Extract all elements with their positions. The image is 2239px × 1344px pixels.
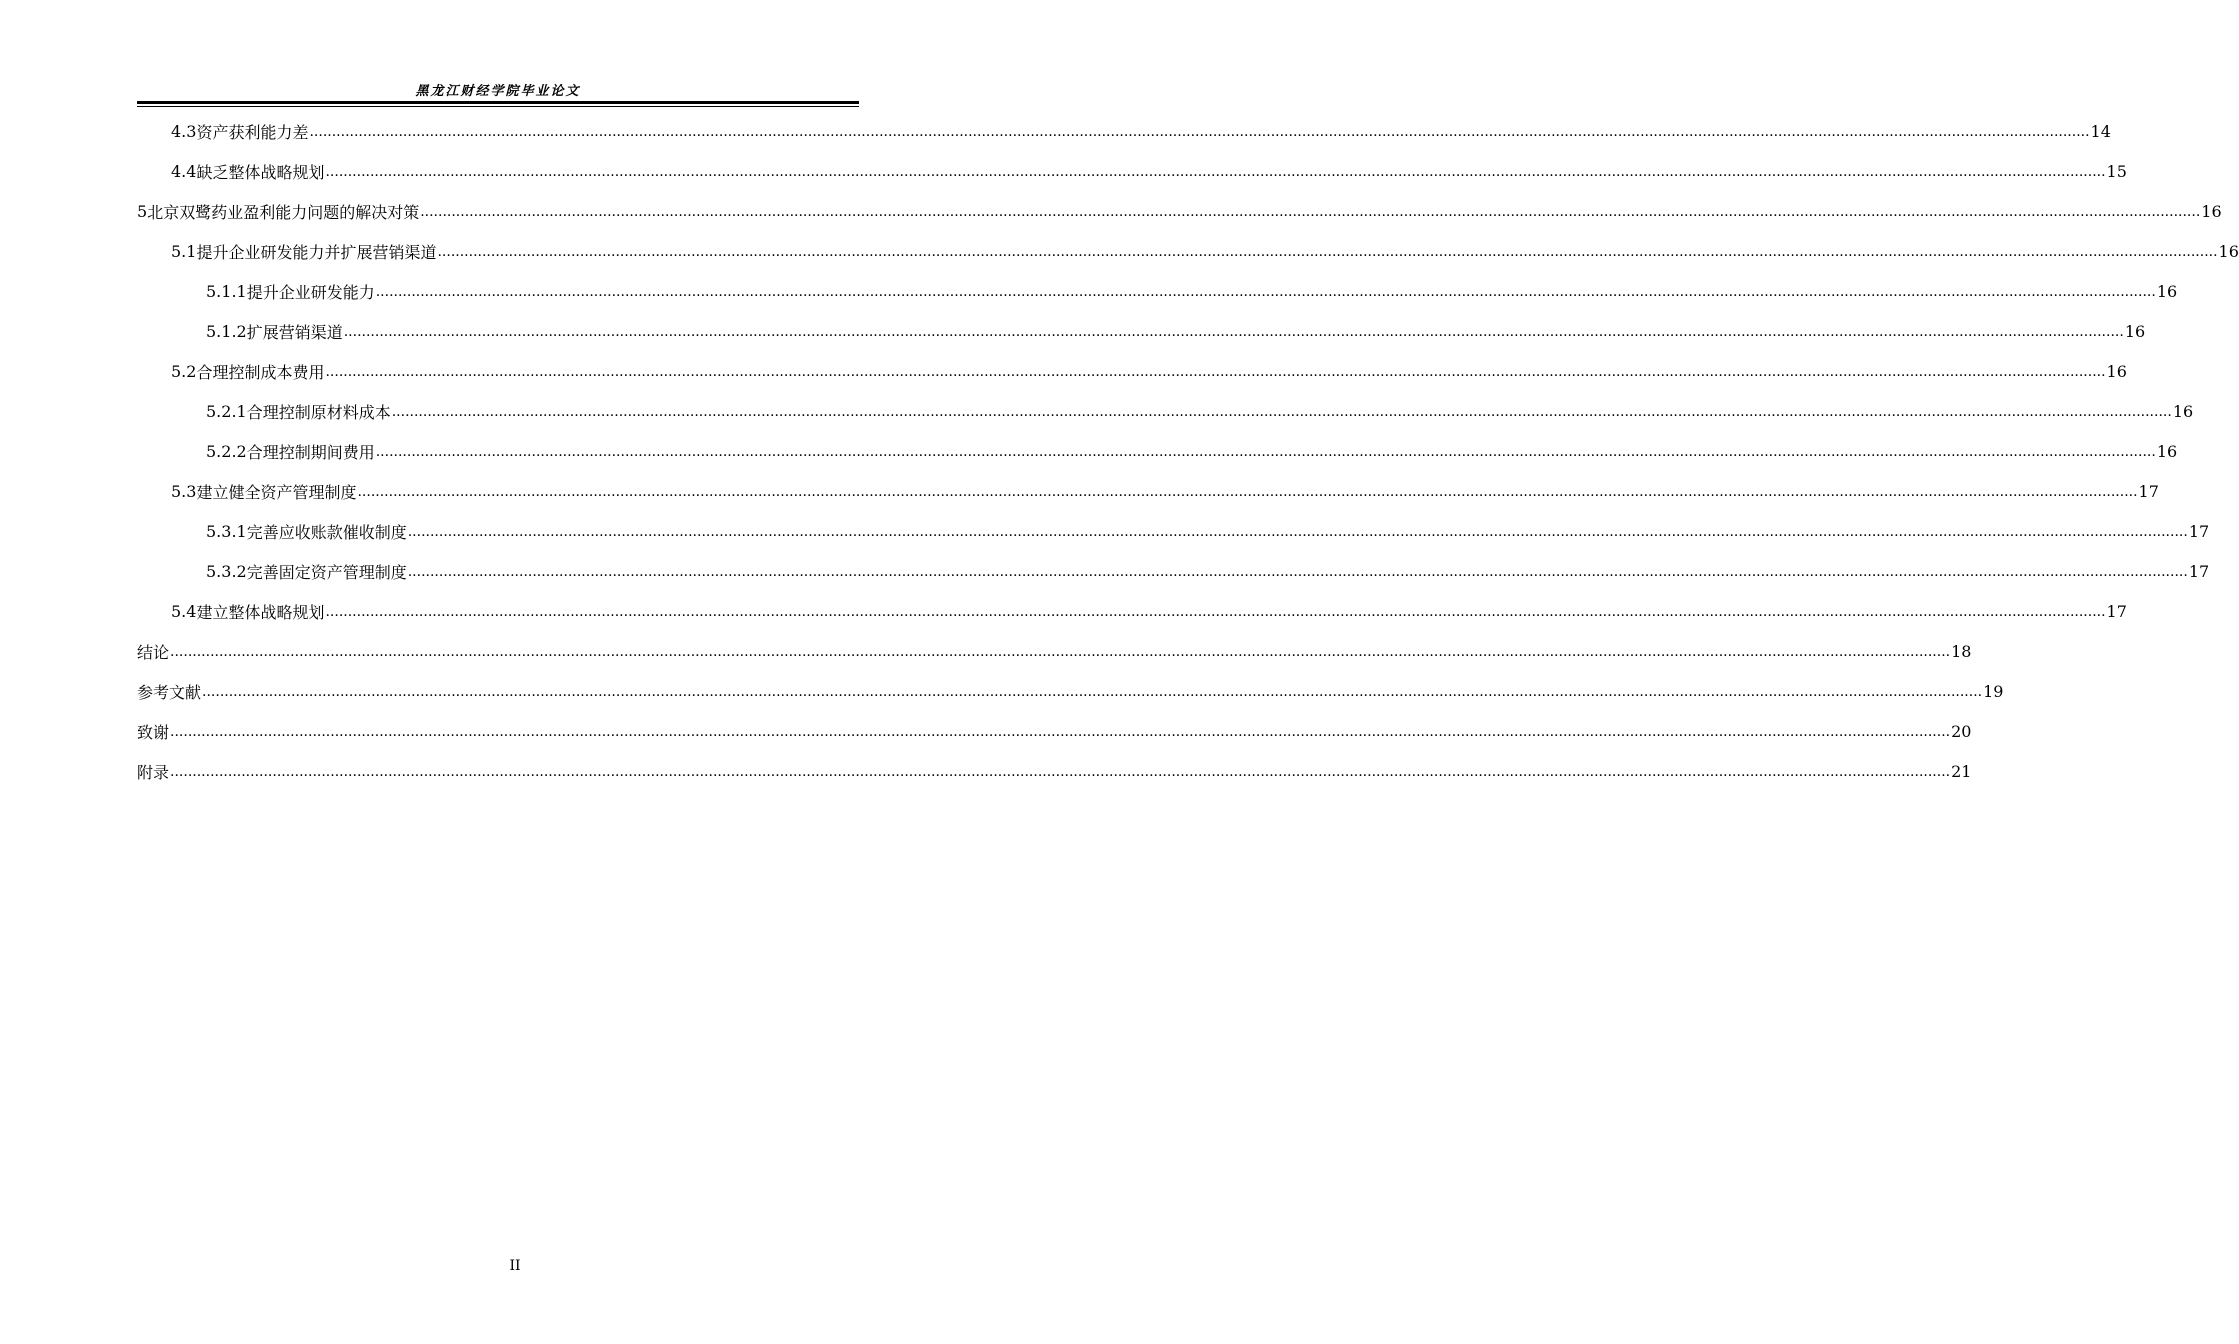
toc-entry <box>137 551 2210 591</box>
footer-page-number: II <box>509 1258 521 1274</box>
toc-entry <box>137 511 2210 551</box>
toc-entry-title: 北京双鹭药业盈利能力问题的解决对策 <box>147 202 420 222</box>
toc-leader-dots: ................................................................................................................................................................................................................................................................................................................................................................................................................ <box>325 164 2106 180</box>
toc-entry-page: 20 <box>1951 721 1972 741</box>
toc-leader-dots: ................................................................................................................................................................................................................................................................................................................................................................................................................ <box>375 284 2156 300</box>
toc-entry-number: 5 <box>137 201 148 221</box>
toc-entry-page: 16 <box>2201 201 2222 221</box>
toc-entry-title: 附 录 <box>137 762 170 782</box>
toc-entry-page: 17 <box>2138 481 2159 501</box>
toc-entry <box>137 391 2194 431</box>
toc-entry-title: 提升企业研发能力 <box>246 282 375 302</box>
toc-entry-number: 5.3.2 <box>206 561 247 581</box>
toc-entry-number: 5.4 <box>171 601 197 621</box>
toc-leader-dots: ................................................................................................................................................................................................................................................................................................................................................................................................................ <box>325 604 2106 620</box>
table-of-contents <box>137 111 2239 791</box>
toc-entry <box>137 111 2111 151</box>
toc-entry-number: 5.2.2 <box>206 441 247 461</box>
toc-leader-dots: ................................................................................................................................................................................................................................................................................................................................................................................................................ <box>437 244 2218 260</box>
toc-entry-page: 15 <box>2106 161 2127 181</box>
toc-entry-page: 17 <box>2188 561 2210 581</box>
toc-entry-page: 14 <box>2090 121 2111 141</box>
toc-entry-page: 17 <box>2106 601 2127 621</box>
toc-entry <box>137 431 2178 471</box>
toc-leader-dots: ................................................................................................................................................................................................................................................................................................................................................................................................................ <box>170 764 1951 780</box>
toc-entry-number: 5.3 <box>171 481 197 501</box>
running-header-title: 黑龙江财经学院毕业论文 <box>415 84 581 99</box>
toc-entry-title: 结 论 <box>137 642 170 662</box>
toc-entry-number: 5.1 <box>171 241 197 261</box>
toc-entry-number: 5.2 <box>171 361 197 381</box>
toc-entry <box>137 471 2159 511</box>
toc-entry-page: 18 <box>1951 641 1972 661</box>
toc-leader-dots: ................................................................................................................................................................................................................................................................................................................................................................................................................ <box>202 684 1983 700</box>
toc-entry-page: 16 <box>2156 281 2178 301</box>
toc-entry <box>137 271 2178 311</box>
toc-leader-dots: ................................................................................................................................................................................................................................................................................................................................................................................................................ <box>343 324 2124 340</box>
toc-entry <box>137 671 2004 711</box>
toc-entry-number: 4.3 <box>171 121 197 141</box>
toc-entry-number: 5.3.1 <box>206 521 247 541</box>
toc-entry-title: 资产获利能力差 <box>196 122 309 142</box>
toc-leader-dots: ................................................................................................................................................................................................................................................................................................................................................................................................................ <box>325 364 2106 380</box>
toc-entry-title: 完善固定资产管理制度 <box>246 562 407 582</box>
toc-leader-dots: ................................................................................................................................................................................................................................................................................................................................................................................................................ <box>309 124 2090 140</box>
toc-entry-number: 5.1.1 <box>206 281 247 301</box>
toc-leader-dots: ................................................................................................................................................................................................................................................................................................................................................................................................................ <box>407 524 2188 540</box>
toc-entry-title: 建立健全资产管理制度 <box>196 482 357 502</box>
toc-entry-number: 4.4 <box>171 161 197 181</box>
toc-entry <box>137 591 2127 631</box>
toc-entry-page: 21 <box>1951 761 1972 781</box>
toc-entry-title: 参考文献 <box>137 682 202 702</box>
toc-entry-title: 扩展营销渠道 <box>246 322 343 342</box>
toc-entry-number: 5.2.1 <box>206 401 247 421</box>
toc-entry-title: 建立整体战略规划 <box>196 602 325 622</box>
toc-leader-dots: ................................................................................................................................................................................................................................................................................................................................................................................................................ <box>375 444 2156 460</box>
header-rule-thick <box>137 101 859 104</box>
toc-leader-dots: ................................................................................................................................................................................................................................................................................................................................................................................................................ <box>357 484 2138 500</box>
toc-entry-title: 合理控制期间费用 <box>246 442 375 462</box>
toc-entry <box>137 231 2239 271</box>
toc-entry <box>137 351 2127 391</box>
toc-entry <box>137 311 2146 351</box>
toc-entry <box>137 751 1972 791</box>
toc-entry-title: 提升企业研发能力并扩展营销渠道 <box>196 242 437 262</box>
toc-entry-page: 16 <box>2156 441 2178 461</box>
toc-entry <box>137 151 2127 191</box>
toc-entry-page: 16 <box>2172 401 2194 421</box>
toc-entry <box>137 191 2222 231</box>
toc-entry-title: 致 谢 <box>137 722 170 742</box>
toc-entry-number: 5.1.2 <box>206 321 247 341</box>
toc-entry <box>137 711 1972 751</box>
toc-entry-page: 17 <box>2188 521 2210 541</box>
toc-entry-title: 合理控制成本费用 <box>196 362 325 382</box>
toc-leader-dots: ................................................................................................................................................................................................................................................................................................................................................................................................................ <box>391 404 2172 420</box>
toc-entry-title: 完善应收账款催收制度 <box>246 522 407 542</box>
toc-entry-page: 16 <box>2218 241 2239 261</box>
header-rule-thin <box>137 106 859 107</box>
toc-entry-title: 合理控制原材料成本 <box>246 402 391 422</box>
toc-leader-dots: ................................................................................................................................................................................................................................................................................................................................................................................................................ <box>170 644 1951 660</box>
toc-entry-title: 缺乏整体战略规划 <box>196 162 325 182</box>
toc-leader-dots: ................................................................................................................................................................................................................................................................................................................................................................................................................ <box>170 724 1951 740</box>
toc-entry-page: 16 <box>2124 321 2146 341</box>
toc-entry <box>137 631 1972 671</box>
toc-entry-page: 16 <box>2106 361 2127 381</box>
toc-leader-dots: ................................................................................................................................................................................................................................................................................................................................................................................................................ <box>407 564 2188 580</box>
toc-leader-dots: ................................................................................................................................................................................................................................................................................................................................................................................................................ <box>420 204 2201 220</box>
toc-entry-page: 19 <box>1983 681 2004 701</box>
